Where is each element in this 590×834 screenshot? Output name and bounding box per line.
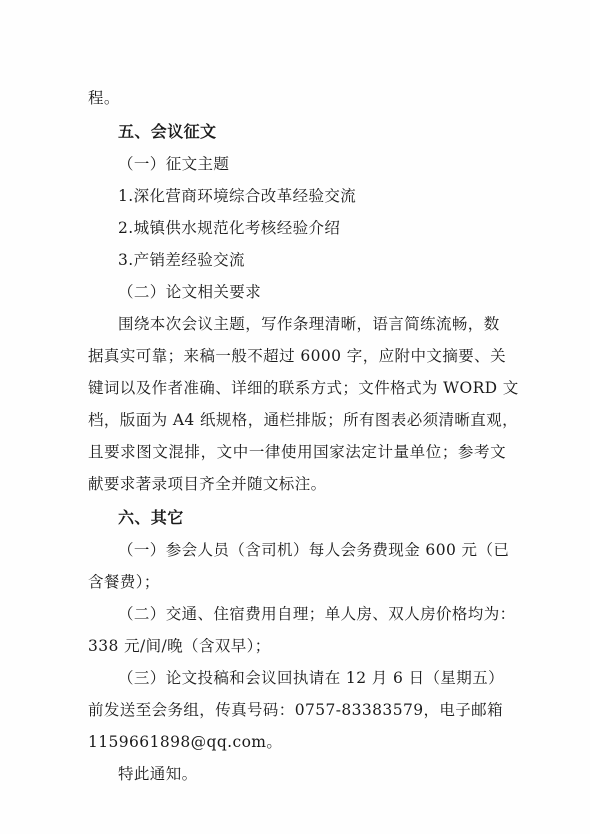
paragraph-line: 338 元/间/晚（含双早）； xyxy=(88,637,271,655)
closing-line: 特此通知。 xyxy=(118,765,198,783)
paragraph-line: 含餐费）； xyxy=(88,573,160,591)
paragraph-line: 键词以及作者准确、详细的联系方式；文件格式为 WORD 文 xyxy=(88,379,519,397)
list-item: 3.产销差经验交流 xyxy=(118,251,245,269)
email-address: 1159661898@qq.com。 xyxy=(88,733,283,751)
paragraph-line: （三）论文投稿和会议回执请在 12 月 6 日（星期五） xyxy=(118,669,504,687)
paragraph-line: 且要求图文混排，文中一律使用国家法定计量单位；参考文 xyxy=(88,443,506,461)
paragraph-line: （一）参会人员（含司机）每人会务费现金 600 元（已 xyxy=(118,541,510,559)
paragraph-line: 档，版面为 A4 纸规格，通栏排版；所有图表必须清晰直观， xyxy=(88,411,519,429)
paragraph-line: 献要求著录项目齐全并随文标注。 xyxy=(88,475,327,493)
section-heading-conference-papers: 五、会议征文 xyxy=(118,122,217,141)
list-item: 2.城镇供水规范化考核经验介绍 xyxy=(118,219,341,237)
subsection-heading-paper-requirements: （二）论文相关要求 xyxy=(118,283,262,301)
section-heading-other: 六、其它 xyxy=(118,508,184,527)
list-item: 1.深化营商环境综合改革经验交流 xyxy=(118,187,357,205)
text-line: 程。 xyxy=(88,89,120,107)
subsection-heading-paper-topics: （一）征文主题 xyxy=(118,155,230,173)
paragraph-line: 围绕本次会议主题，写作条理清晰，语言简练流畅，数 xyxy=(118,315,500,333)
paragraph-line: 据真实可靠；来稿一般不超过 6000 字，应附中文摘要、关 xyxy=(88,347,506,365)
paragraph-line: （二）交通、住宿费用自理；单人房、双人房价格均为： xyxy=(118,605,516,623)
paragraph-line: 前发送至会务组，传真号码：0757-83383579，电子邮箱 xyxy=(88,701,503,719)
